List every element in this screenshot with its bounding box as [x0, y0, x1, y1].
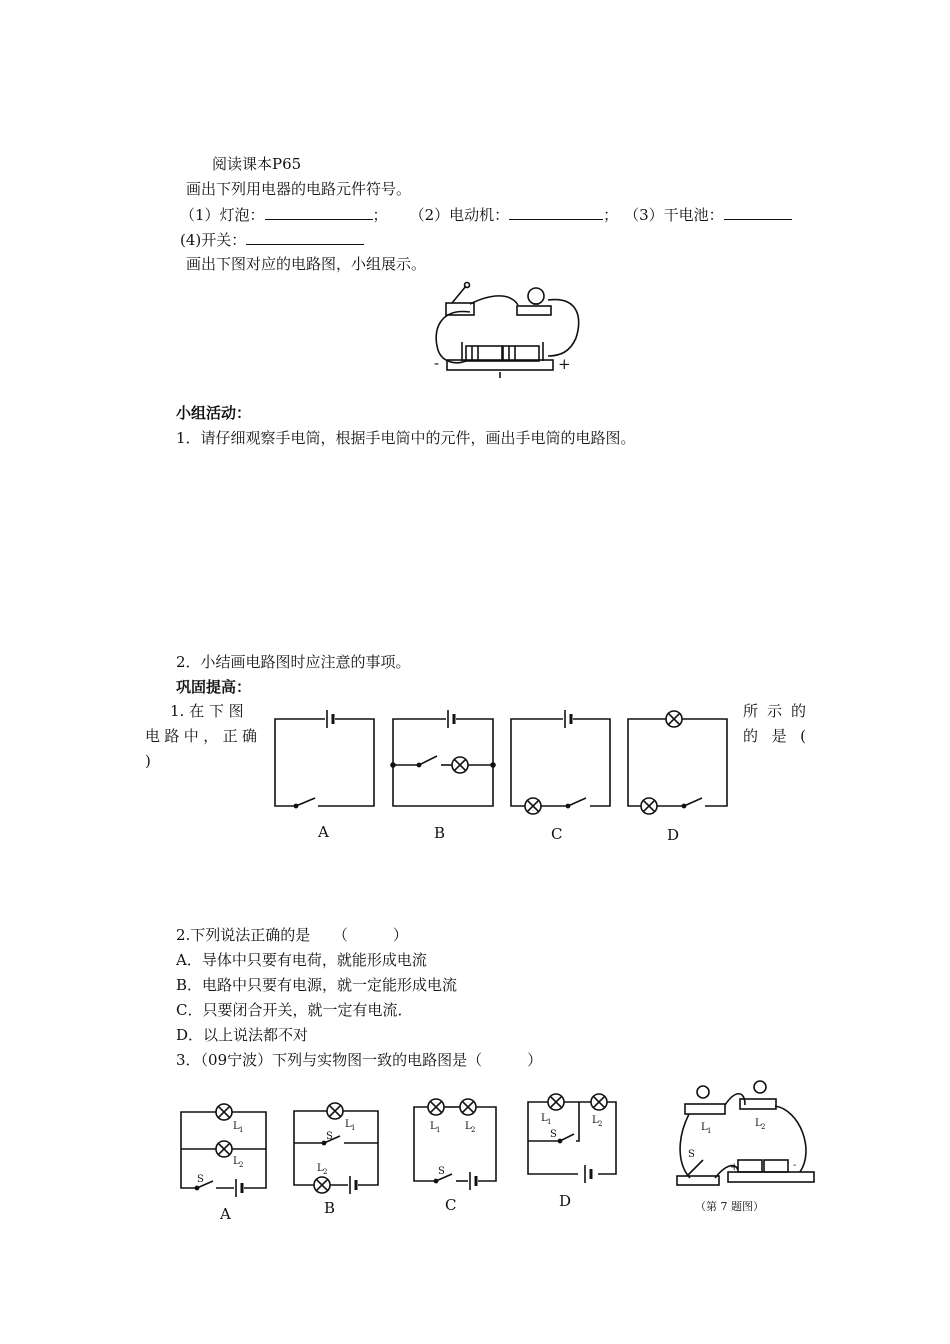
svg-text:1: 1 — [351, 1124, 356, 1132]
svg-text:L: L — [701, 1122, 708, 1133]
svg-text:1: 1 — [436, 1126, 441, 1134]
q3-battery-base-icon — [728, 1172, 814, 1182]
q3-label-a: A — [220, 1205, 231, 1223]
q3a-switch-label: S — [197, 1174, 204, 1185]
q3-circuit-c — [414, 1099, 496, 1214]
svg-text:S: S — [550, 1129, 557, 1140]
q2-option-d: D．以上说法都不对 — [176, 1026, 309, 1044]
q1-right-line1: 所 示 的 — [743, 702, 806, 720]
q2-option-b: B．电路中只要有电源，就一定能形成电流 — [176, 976, 458, 994]
svg-text:L: L — [465, 1121, 472, 1132]
q1-label-d: D — [667, 826, 680, 844]
q1-left-line2: 电路中，正确 — [145, 727, 257, 745]
q1-label-b: B — [434, 824, 446, 842]
group-question-1: 1．请仔细观察手电筒，根据手电筒中的元件，画出手电筒的电路图。 — [176, 429, 636, 447]
svg-text:2: 2 — [598, 1120, 603, 1128]
q1-circuit-c — [511, 710, 610, 843]
item-motor-label: （2）电动机： — [409, 206, 510, 224]
separator-2: ； — [603, 206, 619, 224]
q1-left-line3: ) — [145, 752, 151, 770]
read-textbook-line: 阅读课本P65 — [212, 155, 302, 173]
svg-text:-: - — [793, 1160, 797, 1171]
q3-label-b: B — [324, 1199, 336, 1217]
q1-label-c: C — [551, 825, 563, 843]
light-bulb-icon — [528, 288, 544, 304]
bulb-holder-icon — [517, 306, 551, 315]
q1-label-a: A — [318, 823, 329, 841]
svg-text:L: L — [592, 1115, 599, 1126]
q3-circuit-a — [181, 1104, 266, 1223]
svg-text:L: L — [755, 1118, 762, 1129]
q2-option-a: A．导体中只要有电荷，就能形成电流 — [176, 951, 427, 969]
q1-left-line1: 1. 在 下 图 — [170, 702, 244, 720]
svg-text:L: L — [541, 1113, 548, 1124]
q1-circuit-b — [391, 710, 495, 842]
svg-text:1: 1 — [707, 1127, 712, 1135]
svg-text:S: S — [326, 1131, 333, 1142]
svg-text:S: S — [438, 1166, 445, 1177]
q3-switch-lever-icon — [687, 1160, 703, 1176]
draw-circuit-instruction: 画出下图对应的电路图，小组展示。 — [186, 255, 427, 273]
q3-figure-caption: （第 7 题图） — [695, 1200, 764, 1213]
svg-text:L: L — [345, 1119, 352, 1130]
positive-terminal-label: + — [558, 355, 571, 373]
group-question-2: 2．小结画电路图时应注意的事项。 — [176, 653, 411, 671]
q3-circuit-d — [528, 1094, 616, 1210]
separator-1: ； — [372, 206, 388, 224]
svg-text:+: + — [730, 1162, 739, 1173]
svg-text:2: 2 — [471, 1126, 476, 1134]
item-switch-label: (4)开关： — [180, 231, 247, 249]
q3-bulb1-icon — [697, 1086, 709, 1098]
svg-text:1: 1 — [239, 1126, 244, 1134]
item-battery-label: （3）干电池： — [624, 206, 724, 224]
group-activity-heading: 小组活动： — [176, 404, 252, 422]
q3-label-d: D — [559, 1192, 572, 1210]
q3-switch-base-icon — [677, 1176, 719, 1185]
q2-option-c: C．只要闭合开关，就一定有电流． — [176, 1001, 413, 1019]
svg-text:2: 2 — [239, 1161, 244, 1169]
q3-physical-figure — [677, 1081, 814, 1213]
svg-text:L: L — [233, 1156, 240, 1167]
svg-text:1: 1 — [547, 1118, 552, 1126]
q3-stem: 3．（09宁波）下列与实物图一致的电路图是（ ） — [176, 1051, 543, 1069]
q1-circuit-a — [275, 710, 374, 841]
q3-bulb1-holder-icon — [685, 1104, 725, 1114]
q1-circuit-d — [628, 711, 727, 844]
consolidate-heading: 巩固提高： — [176, 678, 252, 696]
item-bulb-label: （1）灯泡： — [180, 206, 265, 224]
svg-text:2: 2 — [761, 1123, 766, 1131]
svg-text:L: L — [233, 1121, 240, 1132]
knife-switch-lever-icon — [452, 286, 466, 303]
svg-text:S: S — [688, 1149, 695, 1160]
q1-right-line2: 的 是 ( — [743, 727, 806, 745]
draw-symbols-instruction: 画出下列用电器的电路元件符号。 — [186, 180, 412, 198]
q2-stem: 2.下列说法正确的是 （ ） — [176, 926, 408, 944]
negative-terminal-label: - — [434, 354, 440, 372]
q3-bulb2-icon — [754, 1081, 766, 1093]
q3-circuit-b — [294, 1103, 378, 1217]
q3-label-c: C — [445, 1196, 457, 1214]
svg-text:L: L — [317, 1163, 324, 1174]
physical-circuit-figure — [434, 283, 579, 379]
svg-text:2: 2 — [323, 1168, 328, 1176]
svg-text:L: L — [430, 1121, 437, 1132]
